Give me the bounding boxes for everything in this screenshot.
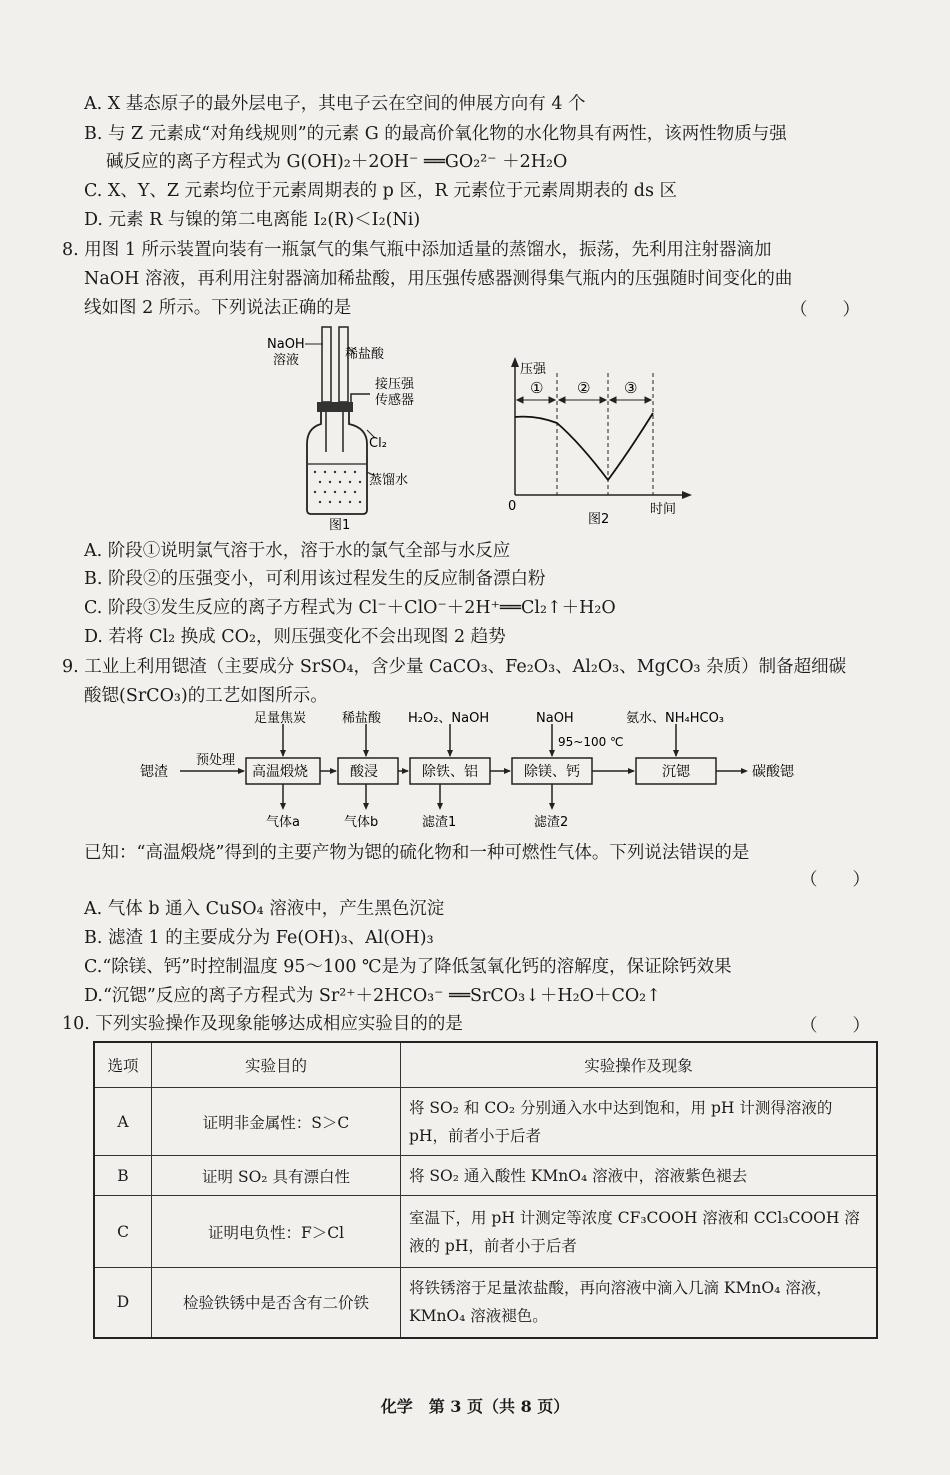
- figure-1-apparatus: [255, 322, 455, 532]
- q8-option-b: B. 阶段②的压强变小，可利用该过程发生的反应制备漂白粉: [84, 569, 546, 589]
- label-sensor-2: 传感器: [375, 393, 415, 408]
- q8-stem-line1: 8. 用图 1 所示装置向装有一瓶氯气的集气瓶中添加适量的蒸馏水，振荡，先利用注射器滴加: [62, 240, 772, 260]
- stopper: [317, 402, 353, 412]
- row-option: A: [94, 1088, 152, 1156]
- row-aim: 证明非金属性：S＞C: [152, 1088, 401, 1156]
- flow-step-acid-leach: 酸浸: [350, 764, 378, 780]
- flow-step-calcine: 高温煅烧: [252, 764, 308, 780]
- row-aim: 证明电负性：F＞Cl: [152, 1196, 401, 1268]
- origin-label: 0: [508, 499, 517, 514]
- gas-bottle: [307, 412, 367, 514]
- flow-end-label: 碳酸锶: [752, 764, 794, 780]
- label-naoh: NaOH: [267, 337, 305, 352]
- flow-step-remove-mg-ca: 除镁、钙: [524, 764, 580, 780]
- flow-input-coke: 足量焦炭: [254, 711, 307, 726]
- label-cl2: Cl₂: [369, 436, 387, 451]
- q8-stem-line3: 线如图 2 所示。下列说法正确的是: [84, 298, 352, 318]
- q7-option-d: D. 元素 R 与镍的第二电离能 I₂(R)＜I₂(Ni): [84, 210, 421, 230]
- row-option: D: [94, 1268, 152, 1338]
- q7-option-a: A. X 基态原子的最外层电子，其电子云在空间的伸展方向有 4 个: [84, 94, 586, 114]
- q9-stem-line1: 9. 工业上利用锶渣（主要成分 SrSO₄，含少量 CaCO₃、Fe₂O₃、Al₂O₃、MgCO₃ 杂质）制备超细碳: [62, 657, 847, 677]
- y-axis-label: 压强: [520, 362, 547, 377]
- header-operation: 实验操作及现象: [401, 1042, 878, 1088]
- q10-experiment-table: [93, 1041, 878, 1339]
- label-naoh-solution: 溶液: [273, 353, 300, 368]
- flow-start-label: 锶渣: [140, 764, 168, 780]
- row-operation: 将 SO₂ 通入酸性 KMnO₄ 溶液中，溶液紫色褪去: [401, 1156, 878, 1196]
- flow-output-residue-1: 滤渣1: [422, 815, 457, 830]
- flow-step-sr-precipitate: 沉锶: [662, 764, 690, 780]
- q8-option-c: C. 阶段③发生反应的离子方程式为 Cl⁻＋ClO⁻＋2H⁺══Cl₂↑＋H₂O: [84, 598, 616, 618]
- table-row: [94, 1156, 877, 1196]
- label-dilute-hcl: 稀盐酸: [345, 347, 385, 362]
- table-header-row: [94, 1042, 877, 1088]
- q7-option-b-line2: 碱反应的离子方程式为 G(OH)₂＋2OH⁻ ══GO₂²⁻ ＋2H₂O: [106, 152, 568, 172]
- q9-option-b: B. 滤渣 1 的主要成分为 Fe(OH)₃、Al(OH)₃: [84, 928, 434, 948]
- flow-input-hcl: 稀盐酸: [342, 711, 382, 726]
- flow-input-temperature: 95~100 ℃: [558, 735, 624, 749]
- q10-stem: 10. 下列实验操作及现象能够达成相应实验目的的是: [62, 1014, 463, 1034]
- label-distilled-water: 蒸馏水: [369, 473, 409, 488]
- flow-output-residue-2: 滤渣2: [534, 815, 569, 830]
- q9-process-flow: [140, 708, 820, 836]
- sensor-tube: [351, 394, 370, 412]
- stage-1-label: ①: [530, 379, 544, 397]
- q9-option-d: D.“沉锶”反应的离子方程式为 Sr²⁺＋2HCO₃⁻ ══SrCO₃↓＋H₂O＋CO₂↑: [84, 986, 661, 1006]
- flow-input-naoh: NaOH: [536, 711, 574, 726]
- q9-answer-paren: （ ）: [800, 870, 870, 890]
- flow-step-remove-fe-al: 除铁、铝: [422, 764, 478, 780]
- q8-option-d: D. 若将 Cl₂ 换成 CO₂，则压强变化不会出现图 2 趋势: [84, 627, 506, 647]
- page-footer: 化学 第 3 页（共 8 页）: [380, 1397, 570, 1416]
- flow-input-h2o2-naoh: H₂O₂、NaOH: [408, 711, 490, 726]
- row-option: B: [94, 1156, 152, 1196]
- q8-stem-line2: NaOH 溶液，再利用注射器滴加稀盐酸，用压强传感器测得集气瓶内的压强随时间变化的曲: [84, 269, 793, 289]
- flow-pretreat-label: 预处理: [196, 753, 236, 768]
- q7-option-b-line1: B. 与 Z 元素成“对角线规则”的元素 G 的最高价氧化物的水化物具有两性，该两性物质与强: [84, 124, 787, 144]
- q10-answer-paren: （ ）: [800, 1016, 870, 1036]
- q8-option-a: A. 阶段①说明氯气溶于水，溶于水的氯气全部与水反应: [84, 541, 511, 561]
- flow-input-ammonia: 氨水、NH₄HCO₃: [626, 711, 725, 726]
- row-operation: 室温下，用 pH 计测定等浓度 CF₃COOH 溶液和 CCl₃COOH 溶液的 pH，前者小于后者: [401, 1196, 878, 1268]
- figure-2-caption: 图2: [588, 512, 610, 525]
- table-row: [94, 1268, 877, 1338]
- table-row: [94, 1088, 877, 1156]
- q9-stem-line2: 酸锶(SrCO₃)的工艺如图所示。: [84, 686, 328, 706]
- table-row: [94, 1196, 877, 1268]
- header-aim: 实验目的: [152, 1042, 401, 1088]
- x-axis-label: 时间: [650, 502, 677, 517]
- naoh-syringe: [322, 327, 331, 402]
- row-operation: 将铁锈溶于足量浓盐酸，再向溶液中滴入几滴 KMnO₄ 溶液，KMnO₄ 溶液褪色。: [401, 1268, 878, 1338]
- header-option: 选项: [94, 1042, 152, 1088]
- stage-2-label: ②: [577, 379, 591, 397]
- q9-option-c: C.“除镁、钙”时控制温度 95～100 ℃是为了降低氢氧化钙的溶解度，保证除钙效果: [84, 957, 732, 977]
- q8-answer-paren: （ ）: [790, 300, 860, 320]
- flow-output-gas-a: 气体a: [266, 815, 300, 830]
- water-dots: [314, 471, 361, 503]
- q9-known-condition: 已知：“高温煅烧”得到的主要产物为锶的硫化物和一种可燃性气体。下列说法错误的是: [84, 843, 750, 863]
- flow-output-gas-b: 气体b: [344, 815, 379, 830]
- q7-option-c: C. X、Y、Z 元素均位于元素周期表的 p 区，R 元素位于元素周期表的 ds 区: [84, 181, 677, 201]
- label-sensor-1: 接压强: [375, 377, 415, 392]
- q9-option-a: A. 气体 b 通入 CuSO₄ 溶液中，产生黑色沉淀: [84, 899, 445, 919]
- row-option: C: [94, 1196, 152, 1268]
- figure-2-pressure-chart: [500, 355, 700, 525]
- row-aim: 检验铁锈中是否含有二价铁: [152, 1268, 401, 1338]
- figure-1-caption: 图1: [329, 518, 351, 532]
- stage-3-label: ③: [624, 379, 638, 397]
- row-operation: 将 SO₂ 和 CO₂ 分别通入水中达到饱和，用 pH 计测得溶液的pH，前者小于后者: [401, 1088, 878, 1156]
- pressure-curve: [515, 413, 653, 480]
- hcl-syringe: [339, 327, 348, 402]
- row-aim: 证明 SO₂ 具有漂白性: [152, 1156, 401, 1196]
